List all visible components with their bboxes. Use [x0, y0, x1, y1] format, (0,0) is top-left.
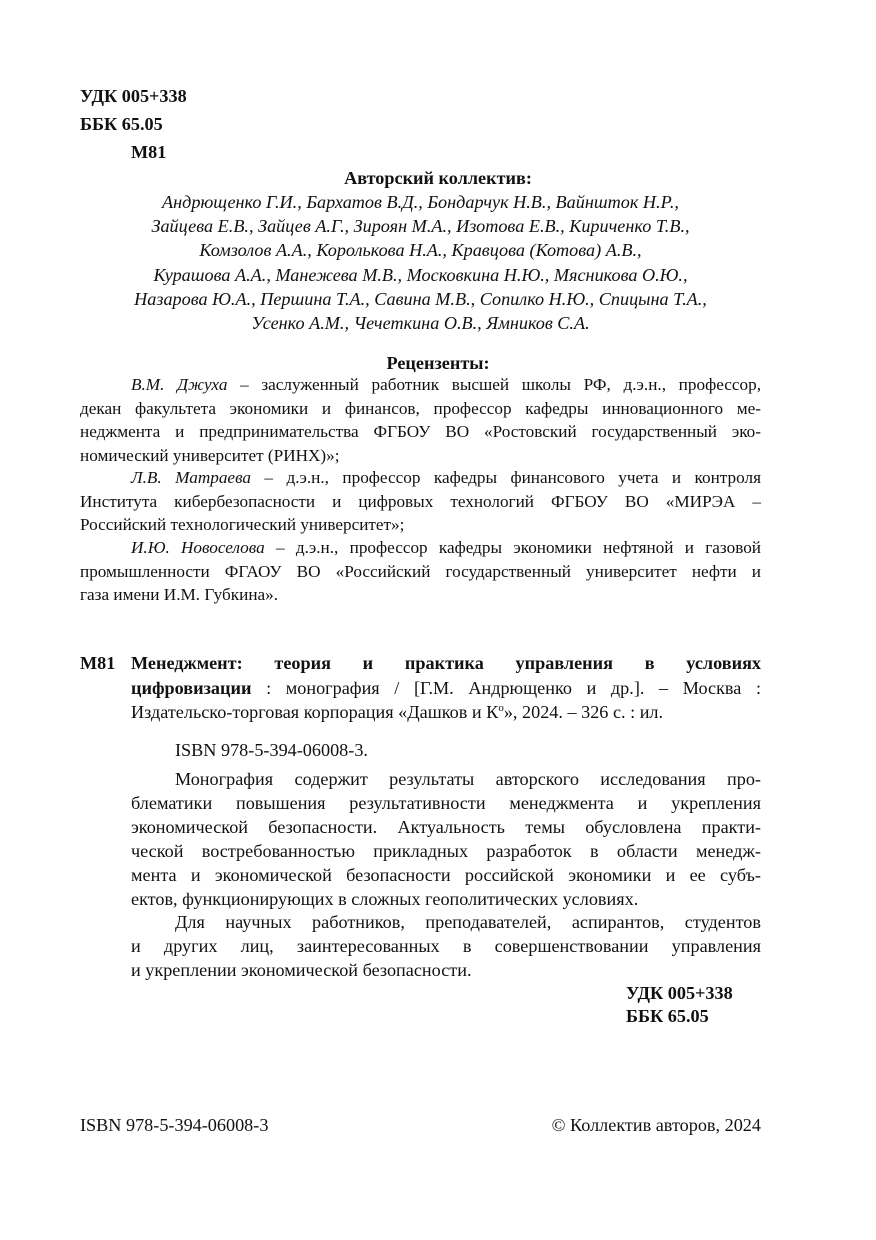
udk-code-bottom: УДК 005+338	[626, 983, 733, 1003]
authors-line: Комзолов А.А., Королькова Н.А., Кравцова (Котова) А.В.,	[199, 240, 642, 261]
audience-paragraph	[131, 910, 761, 982]
bibliographic-text: : монография / [Г.М. Андрющенко и др.]. – Москва :	[251, 677, 761, 698]
reviewer-line: декан факультета экономики и финансов, профессор кафедры инновационного ме-	[80, 398, 761, 418]
reviewer-line	[80, 536, 761, 560]
abstract-line: ектов, функционирующих в сложных геополитических условиях.	[131, 889, 639, 909]
abstract-line: Монография содержит результаты авторского исследования про-	[175, 769, 761, 789]
reviewer-name: В.М. Джуха	[131, 375, 228, 394]
authors-line: Курашова А.А., Манежева М.В., Московкина Н.Ю., Мясникова О.Ю.,	[153, 264, 688, 285]
reviewer-line	[80, 466, 761, 490]
authors-list	[80, 190, 761, 335]
reviewer-line: неджмента и предпринимательства ФГБОУ ВО «Ростовский государственный эко-	[80, 422, 761, 441]
reviewer-name: И.Ю. Новоселова	[131, 538, 265, 557]
author-cipher: М81	[131, 142, 167, 162]
reviewer-line: газа имени И.М. Губкина».	[80, 585, 279, 604]
reviewer-entry	[80, 466, 761, 537]
authors-line: Назарова Ю.А., Першина Т.А., Савина М.В., Сопилко Н.Ю., Спицына Т.А.,	[134, 288, 707, 309]
bibliographic-line	[131, 676, 761, 701]
reviewer-line: Института кибербезопасности и цифровых технологий ФГБОУ ВО «МИРЭА –	[80, 491, 761, 511]
reviewer-line: промышленности ФГАОУ ВО «Российский государственный университет нефти и	[80, 561, 761, 581]
reviewer-name: Л.В. Матраева	[131, 468, 251, 487]
abstract-paragraph	[131, 767, 761, 911]
authors-heading: Авторский коллектив:	[344, 168, 532, 188]
abstract-line: экономической безопасности. Актуальность темы обусловлена практи-	[131, 817, 761, 837]
reviewers-heading: Рецензенты:	[386, 353, 490, 373]
isbn-footer: ISBN 978-5-394-06008-3	[80, 1115, 269, 1135]
audience-line: и укреплении экономической безопасности.	[131, 960, 472, 980]
authors-line: Андрющенко Г.И., Бархатов В.Д., Бондарчук Н.В., Вайншток Н.Р.,	[162, 192, 679, 212]
book-title-end: цифровизации	[131, 677, 252, 698]
copyright-notice: © Коллектив авторов, 2024	[551, 1115, 761, 1135]
publisher-text: Издательско-торговая корпорация «Дашков и К	[131, 702, 499, 722]
reviewer-entry	[80, 536, 761, 607]
publisher-text-end: », 2024. – 326 с. : ил.	[503, 702, 664, 722]
reviewer-text: – д.э.н., профессор кафедры финансового учета и контроля	[251, 468, 761, 487]
reviewer-line	[80, 373, 761, 397]
audience-line: Для научных работников, преподавателей, аспирантов, студентов	[175, 912, 761, 932]
udk-code: УДК 005+338	[80, 86, 187, 106]
reviewer-text: – заслуженный работник высшей школы РФ, д.э.н., профессор,	[227, 375, 762, 394]
publisher-superscript: о	[498, 702, 504, 714]
isbn-record: ISBN 978-5-394-06008-3.	[175, 740, 368, 760]
abstract-line: блематики повышения результативности менеджмента и укрепления	[131, 793, 761, 813]
bibliographic-line	[131, 700, 761, 725]
reviewer-text: – д.э.н., профессор кафедры экономики нефтяной и газовой	[264, 538, 762, 557]
reviewer-line: номический университет (РИНХ)»;	[80, 445, 340, 465]
bibliographic-cipher: М81	[80, 653, 116, 673]
bbk-code: ББК 65.05	[80, 114, 163, 134]
reviewer-line: Российский технологический университет»;	[80, 515, 405, 534]
bibliographic-record	[131, 651, 761, 725]
abstract-line: ческой востребованностью прикладных разработок в области менедж-	[131, 841, 761, 861]
book-title-line: Менеджмент: теория и практика управления в условиях	[131, 653, 761, 673]
bbk-code-bottom: ББК 65.05	[626, 1006, 709, 1026]
authors-line: Усенко А.М., Чечеткина О.В., Ямников С.А.	[251, 312, 590, 333]
audience-line: и других лиц, заинтересованных в совершенствовании управления	[131, 936, 761, 956]
authors-line: Зайцева Е.В., Зайцев А.Г., Зироян М.А., Изотова Е.В., Кириченко Т.В.,	[151, 216, 690, 237]
abstract-line: мента и экономической безопасности российской экономики и ее субъ-	[131, 865, 761, 885]
reviewer-entry	[80, 373, 761, 467]
